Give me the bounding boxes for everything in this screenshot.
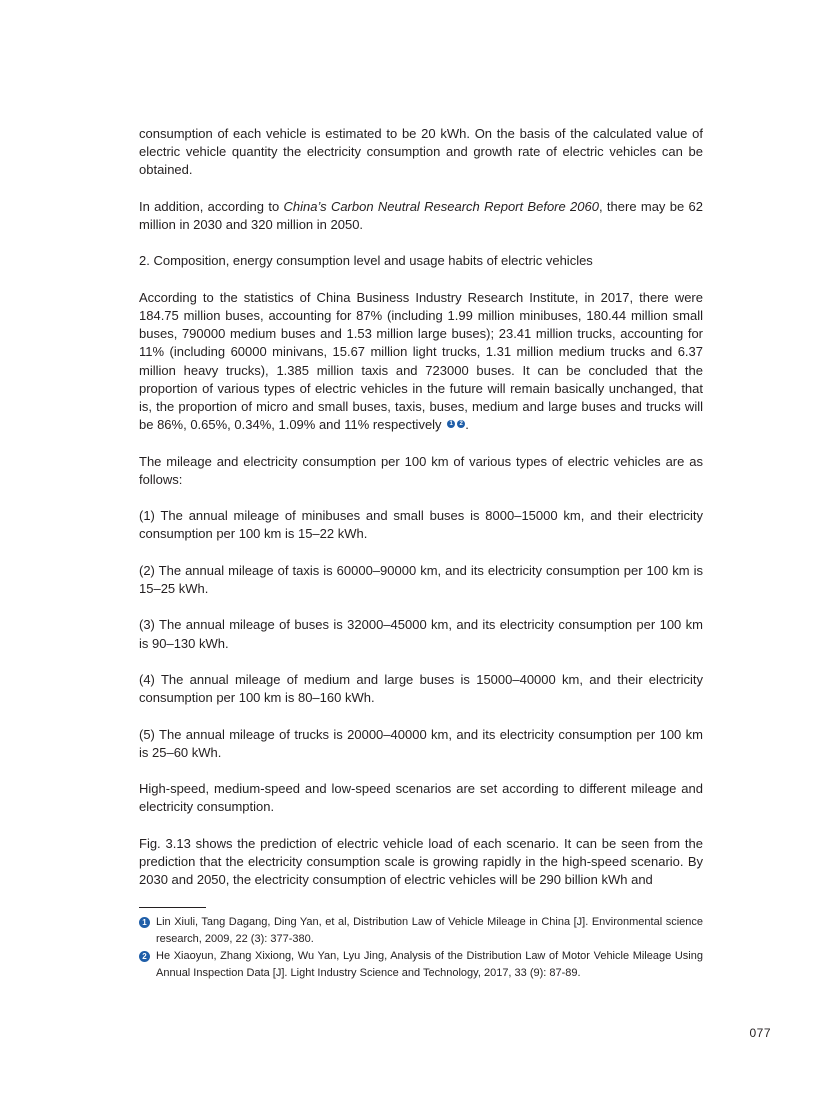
paragraph-6: Fig. 3.13 shows the prediction of electric vehicle load of each scenario. It can be seen from the prediction that the electricity consumption scale is growing rapidly in the high-speed scenario. By 2030 and 2050, the electricity consumption of electric vehicles will be 290 billion kWh and	[139, 835, 703, 888]
list-item-5: (5) The annual mileage of trucks is 20000–40000 km, and its electricity consumption per 100 km is 25–60 kWh.	[139, 726, 703, 760]
paragraph-4: The mileage and electricity consumption per 100 km of various types of electric vehicles are as follows:	[139, 453, 703, 487]
footnote-1	[139, 914, 703, 948]
paragraph-2-tail: , there may be 62 million in 2030 and 320 million in 2050.	[139, 198, 703, 232]
page-number: 077	[749, 1026, 771, 1040]
paragraph-3-text: According to the statistics of China Business Industry Research Institute, in 2017, there were 184.75 million buses, accounting for 87% (including 1.99 million minibuses, 180.44 million small buses, 790000 medium buses and 1.53 million large buses); 23.41 million trucks, accounting for 11% (including 60000 minivans, 15.67 million light trucks, 1.31 million medium trucks and 6.37 million heavy trucks), 1.385 million taxis and 723000 buses. It can be concluded that the proportion of various types of electric vehicles in the future will remain basically unchanged, that is, the proportion of micro and small buses, taxis, buses, medium and large buses and trucks will be 86%, 0.65%, 0.34%, 1.09% and 11% respectively	[139, 289, 703, 433]
paragraph-2	[139, 198, 703, 234]
footnote-marker-1[interactable]: 1	[447, 420, 455, 428]
paragraph-2-lead: In addition, according to	[139, 198, 284, 214]
list-item-1: (1) The annual mileage of minibuses and small buses is 8000–15000 km, and their electricity consumption per 100 km is 15–22 kWh.	[139, 508, 703, 542]
footnote-2	[139, 948, 703, 982]
list-item-4: (4) The annual mileage of medium and large buses is 15000–40000 km, and their electricity consumption per 100 km is 80–160 kWh.	[139, 671, 703, 706]
footnote-text-1: Lin Xiuli, Tang Dagang, Ding Yan, et al, Distribution Law of Vehicle Mileage in China [J]. Environmental science research, 2009, 22 (3): 377-380.	[156, 916, 703, 945]
footnote-marker-2[interactable]: 2	[457, 420, 465, 428]
main-text	[139, 125, 703, 908]
footnotes	[139, 914, 703, 982]
footnote-divider	[139, 907, 206, 908]
paragraph-3	[139, 289, 703, 435]
paragraph-1: consumption of each vehicle is estimated to be 20 kWh. On the basis of the calculated value of electric vehicle quantity the electricity consumption and growth rate of electric vehicles can be obtained.	[139, 126, 703, 178]
footnote-text-2: He Xiaoyun, Zhang Xixiong, Wu Yan, Lyu Jing, Analysis of the Distribution Law of Motor Vehicle Mileage Using Annual Inspection Data [J]. Light Industry Science and Technology, 2017, 33 (9): 87-89.	[156, 950, 703, 979]
section-heading: 2. Composition, energy consumption level and usage habits of electric vehicles	[139, 253, 593, 269]
list-item-2: (2) The annual mileage of taxis is 60000–90000 km, and its electricity consumption per 100 km is 15–25 kWh.	[139, 562, 703, 596]
paragraph-5: High-speed, medium-speed and low-speed scenarios are set according to different mileage and electricity consumption.	[139, 781, 703, 815]
footnote-number-1: 1	[139, 917, 150, 928]
list-item-3: (3) The annual mileage of buses is 32000–45000 km, and its electricity consumption per 100 km is 90–130 kWh.	[139, 617, 703, 651]
paragraph-3-end: .	[465, 417, 469, 433]
report-title: China’s Carbon Neutral Research Report Before 2060	[283, 198, 599, 214]
footnote-number-2: 2	[139, 951, 150, 962]
